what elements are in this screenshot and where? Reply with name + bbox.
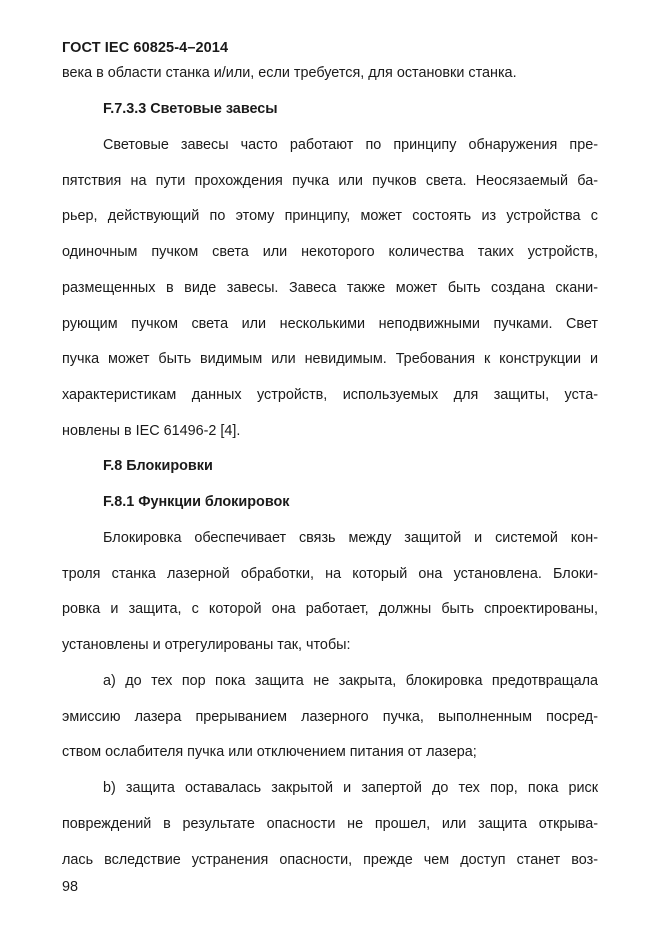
text-line: одиночным пучком света или некоторого количества таких устройств,: [62, 244, 598, 260]
text-line: повреждений в результате опасности не прошел, или защита открыва-: [62, 816, 598, 832]
text-line: рьер, действующий по этому принципу, может состоять из устройства с: [62, 208, 598, 224]
document-header: ГОСТ IEC 60825-4–2014: [62, 40, 229, 56]
subsection-heading: F.8.1 Функции блокировок: [103, 494, 290, 510]
page-number: 98: [62, 879, 79, 895]
section-heading: F.7.3.3 Световые завесы: [103, 101, 278, 117]
text-line: ством ослабителя пучка или отключением питания от лазера;: [62, 744, 477, 760]
text-line: размещенных в виде завесы. Завеса также может быть создана скани-: [62, 280, 598, 296]
text-line: пучка может быть видимым или невидимым. Требования к конструкции и: [62, 351, 598, 367]
text-line: века в области станка и/или, если требуется, для остановки станка.: [62, 65, 517, 81]
text-line: ровка и защита, с которой она работает, должны быть спроектированы,: [62, 601, 598, 617]
text-line: пятствия на пути прохождения пучка или пучков света. Неосязаемый ба-: [62, 173, 598, 189]
text-line: характеристикам данных устройств, используемых для защиты, уста-: [62, 387, 598, 403]
text-line: установлены и отрегулированы так, чтобы:: [62, 637, 351, 653]
text-line: Блокировка обеспечивает связь между защитой и системой кон-: [103, 530, 598, 546]
text-line: троля станка лазерной обработки, на который она установлена. Блоки-: [62, 566, 598, 582]
section-heading: F.8 Блокировки: [103, 458, 213, 474]
text-line: лась вследствие устранения опасности, прежде чем доступ станет воз-: [62, 852, 598, 868]
text-line: Световые завесы часто работают по принципу обнаружения пре-: [103, 137, 598, 153]
list-item-a: a) до тех пор пока защита не закрыта, блокировка предотвращала: [103, 673, 598, 689]
text-line: новлены в IEC 61496-2 [4].: [62, 423, 241, 439]
text-line: рующим пучком света или несколькими неподвижными пучками. Свет: [62, 316, 598, 332]
list-item-b: b) защита оставалась закрытой и запертой до тех пор, пока риск: [103, 780, 598, 796]
text-line: эмиссию лазера прерыванием лазерного пучка, выполненным посред-: [62, 709, 598, 725]
